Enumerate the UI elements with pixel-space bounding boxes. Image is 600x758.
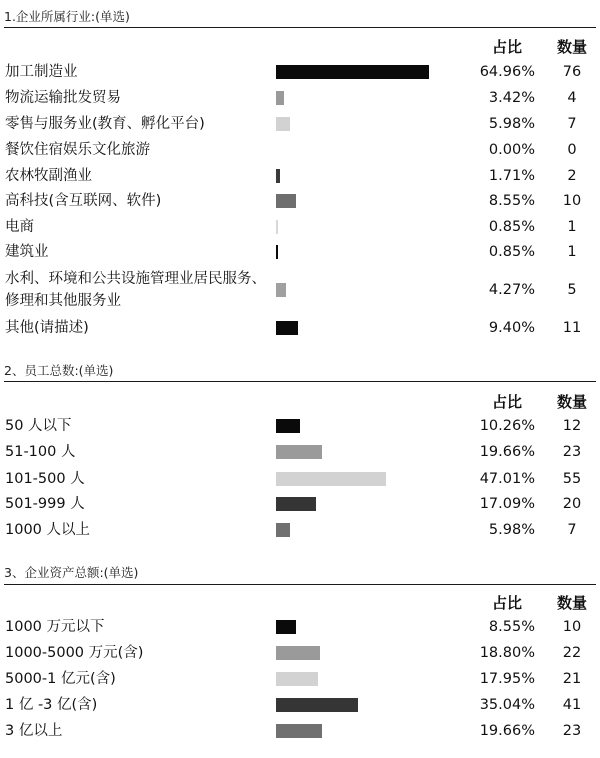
percent-label: 0.00% <box>488 142 535 158</box>
section-3-header-pct: 占比 <box>491 594 522 612</box>
category-label: 501-999 人 <box>5 496 85 512</box>
bar <box>276 220 278 234</box>
percent-label: 19.66% <box>479 444 535 460</box>
count-label: 76 <box>562 64 582 80</box>
bar <box>276 724 322 738</box>
category-label: 3 亿以上 <box>5 723 63 739</box>
bar <box>276 698 358 712</box>
count-label: 22 <box>562 645 582 661</box>
bar <box>276 419 300 433</box>
bar <box>276 245 278 259</box>
category-label: 50 人以下 <box>5 418 72 434</box>
category-label: 餐饮住宿娱乐文化旅游 <box>5 142 150 158</box>
percent-label: 3.42% <box>488 90 535 106</box>
bar <box>276 497 316 511</box>
percent-label: 0.85% <box>488 219 535 235</box>
count-label: 23 <box>562 444 582 460</box>
count-label: 4 <box>567 90 577 106</box>
bar <box>276 169 280 183</box>
percent-label: 35.04% <box>479 697 535 713</box>
percent-label: 17.09% <box>479 496 535 512</box>
bar <box>276 65 429 79</box>
bar <box>276 672 318 686</box>
percent-label: 64.96% <box>479 64 535 80</box>
bar <box>276 194 296 208</box>
percent-label: 4.27% <box>488 282 535 298</box>
category-label: 1000-5000 万元(含) <box>5 645 144 661</box>
percent-label: 18.80% <box>479 645 535 661</box>
category-label: 农林牧副渔业 <box>5 168 92 184</box>
category-label: 1000 万元以下 <box>5 619 105 635</box>
category-label: 5000-1 亿元(含) <box>5 671 116 687</box>
section-2-header-pct: 占比 <box>491 393 522 411</box>
category-label: 其他(请描述) <box>5 320 89 336</box>
section-1-header-count: 数量 <box>556 38 587 56</box>
count-label: 5 <box>567 282 577 298</box>
category-label: 物流运输批发贸易 <box>5 90 121 106</box>
count-label: 10 <box>562 619 582 635</box>
count-label: 21 <box>562 671 582 687</box>
percent-label: 10.26% <box>479 418 535 434</box>
category-label: 51-100 人 <box>5 444 76 460</box>
percent-label: 8.55% <box>488 619 535 635</box>
count-label: 23 <box>562 723 582 739</box>
count-label: 2 <box>567 168 577 184</box>
percent-label: 47.01% <box>479 471 535 487</box>
count-label: 41 <box>562 697 582 713</box>
bar <box>276 445 322 459</box>
category-label-line: 修理和其他服务业 <box>5 293 121 309</box>
bar <box>276 646 320 660</box>
bar <box>276 283 286 297</box>
count-label: 11 <box>562 320 582 336</box>
section-2-title: 2、员工总数:(单选) <box>4 363 114 378</box>
category-label: 零售与服务业(教育、孵化平台) <box>5 116 205 132</box>
bar <box>276 321 298 335</box>
count-label: 7 <box>567 522 577 538</box>
percent-label: 1.71% <box>488 168 535 184</box>
bar <box>276 117 290 131</box>
percent-label: 5.98% <box>488 522 535 538</box>
category-label: 1000 人以上 <box>5 522 91 538</box>
category-label: 高科技(含互联网、软件) <box>5 193 162 209</box>
bar <box>276 91 284 105</box>
category-label-line: 水利、环境和公共设施管理业居民服务、 <box>5 271 266 287</box>
count-label: 20 <box>562 496 582 512</box>
bar <box>276 472 386 486</box>
count-label: 0 <box>567 142 577 158</box>
section-2-header-count: 数量 <box>556 393 587 411</box>
count-label: 1 <box>567 219 577 235</box>
percent-label: 5.98% <box>488 116 535 132</box>
percent-label: 9.40% <box>488 320 535 336</box>
percent-label: 0.85% <box>488 244 535 260</box>
count-label: 7 <box>567 116 577 132</box>
percent-label: 17.95% <box>479 671 535 687</box>
category-label: 建筑业 <box>5 244 49 260</box>
section-1-rule <box>4 27 596 28</box>
bar <box>276 523 290 537</box>
category-label: 电商 <box>5 219 34 235</box>
count-label: 55 <box>562 471 582 487</box>
category-label: 101-500 人 <box>5 471 85 487</box>
bar <box>276 620 296 634</box>
count-label: 12 <box>562 418 582 434</box>
percent-label: 8.55% <box>488 193 535 209</box>
section-3-title: 3、企业资产总额:(单选) <box>4 565 139 580</box>
count-label: 1 <box>567 244 577 260</box>
section-2-rule <box>4 381 596 382</box>
section-1-header-pct: 占比 <box>491 38 522 56</box>
category-label: 加工制造业 <box>5 64 78 80</box>
percent-label: 19.66% <box>479 723 535 739</box>
count-label: 10 <box>562 193 582 209</box>
category-label: 1 亿 -3 亿(含) <box>5 697 98 713</box>
section-3-header-count: 数量 <box>556 594 587 612</box>
section-3-rule <box>4 584 596 585</box>
section-1-title: 1.企业所属行业:(单选) <box>4 9 130 24</box>
